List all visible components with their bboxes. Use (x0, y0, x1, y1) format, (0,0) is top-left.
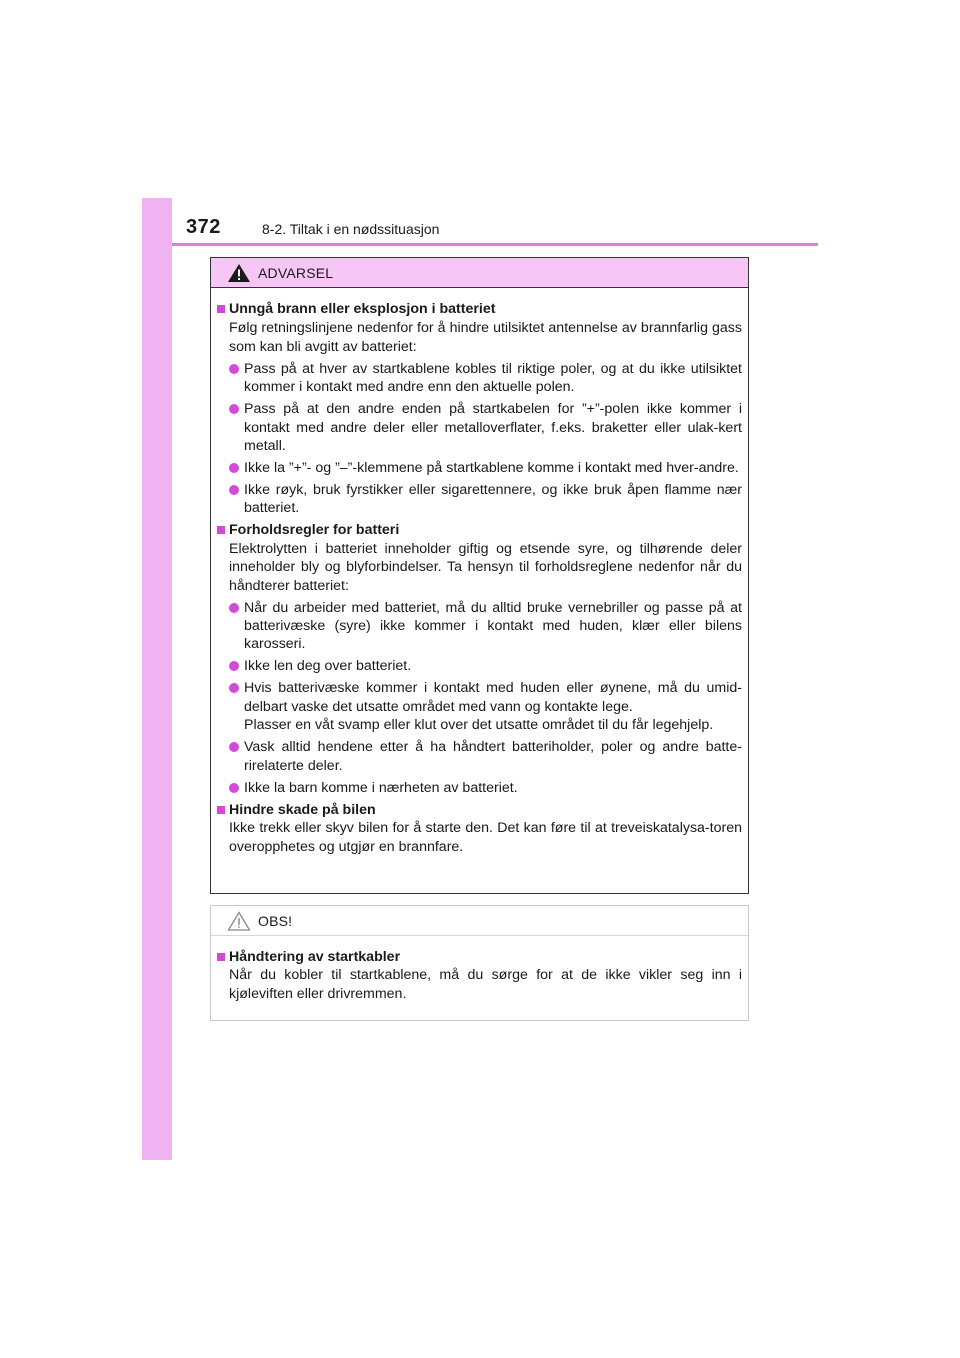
caution-header (211, 906, 748, 936)
square-bullet-icon (217, 806, 225, 814)
section-heading: Forholdsregler for batteri (217, 521, 742, 539)
list-item: Ikke len deg over batteriet. (217, 657, 742, 675)
section-text: Når du kobler til startkablene, må du sørge for at de ikke vikler seg inn i kjøleviften eller drivremmen. (229, 967, 742, 1002)
section-text: Følg retningslinjene nedenfor for å hindre utilsiktet antennelse av brannfarlig gass som kan bli avgitt av batteriet: (229, 320, 742, 355)
section-text: Ikke trekk eller skyv bilen for å starte den. Det kan føre til at treveiskatalysa-toren overopphetes og utgjør en brannfare. (229, 820, 742, 855)
round-bullet-icon (229, 364, 239, 374)
section-text: Elektrolytten i batteriet inneholder giftig og etsende syre, og tilhørende deler inneholder bly og blyforbindelser. Ta hensyn til forholdsreglene nedenfor når du håndterer batteriet: (229, 540, 742, 594)
round-bullet-icon (229, 463, 239, 473)
round-bullet-icon (229, 603, 239, 613)
chapter-tab-band (142, 198, 172, 1160)
warning-body (211, 288, 748, 856)
warning-header (211, 258, 748, 288)
square-bullet-icon (217, 305, 225, 313)
square-bullet-icon (217, 526, 225, 534)
round-bullet-icon (229, 485, 239, 495)
list-item: Ikke la ”+”- og ”–”-klemmene på startkablene komme i kontakt med hver-andre. (217, 459, 742, 477)
warning-box (210, 257, 749, 894)
caution-title: OBS! (258, 912, 293, 929)
square-bullet-icon (217, 953, 225, 961)
round-bullet-icon (229, 683, 239, 693)
round-bullet-icon (229, 404, 239, 414)
list-item: Ikke la barn komme i nærheten av batteriet. (217, 779, 742, 797)
list-item: Vask alltid hendene etter å ha håndtert batteriholder, poler og andre batte-rirelaterte deler. (217, 738, 742, 775)
warning-title: ADVARSEL (258, 264, 334, 281)
page-number: 372 (186, 216, 221, 238)
section-heading: Unngå brann eller eksplosjon i batteriet (217, 300, 742, 318)
section-title: 8-2. Tiltak i en nødssituasjon (262, 221, 440, 237)
caution-box (210, 905, 749, 1021)
warning-triangle-icon (227, 263, 251, 283)
round-bullet-icon (229, 661, 239, 671)
list-item: Pass på at hver av startkablene kobles til riktige poler, og at du ikke utilsiktet kommer i kontakt med andre enn den aktuelle polen. (217, 360, 742, 397)
caution-triangle-icon (227, 911, 251, 931)
round-bullet-icon (229, 783, 239, 793)
list-item: Når du arbeider med batteriet, må du alltid bruke vernebriller og passe på at batterivæske (syre) ikke kommer i kontakt med huden, klær eller bilens karosseri. (217, 599, 742, 654)
section-heading: Håndtering av startkabler (217, 948, 742, 966)
list-item: Pass på at den andre enden på startkabelen for ”+”-polen ikke kommer i kontakt med andre deler eller metalloverflater, f.eks. braketter eller ulak-kert metall. (217, 400, 742, 455)
section-heading: Hindre skade på bilen (217, 801, 742, 819)
header-rule (172, 243, 818, 246)
caution-body (211, 936, 748, 1003)
list-item: Hvis batterivæske kommer i kontakt med huden eller øynene, må du umid-delbart vaske det utsatte området med vann og kontakte lege. Plasser en våt svamp eller klut over det utsatte området til du får legehjelp. (217, 679, 742, 734)
round-bullet-icon (229, 742, 239, 752)
list-item: Ikke røyk, bruk fyrstikker eller sigarettennere, og ikke bruk åpen flamme nær batteriet. (217, 481, 742, 518)
